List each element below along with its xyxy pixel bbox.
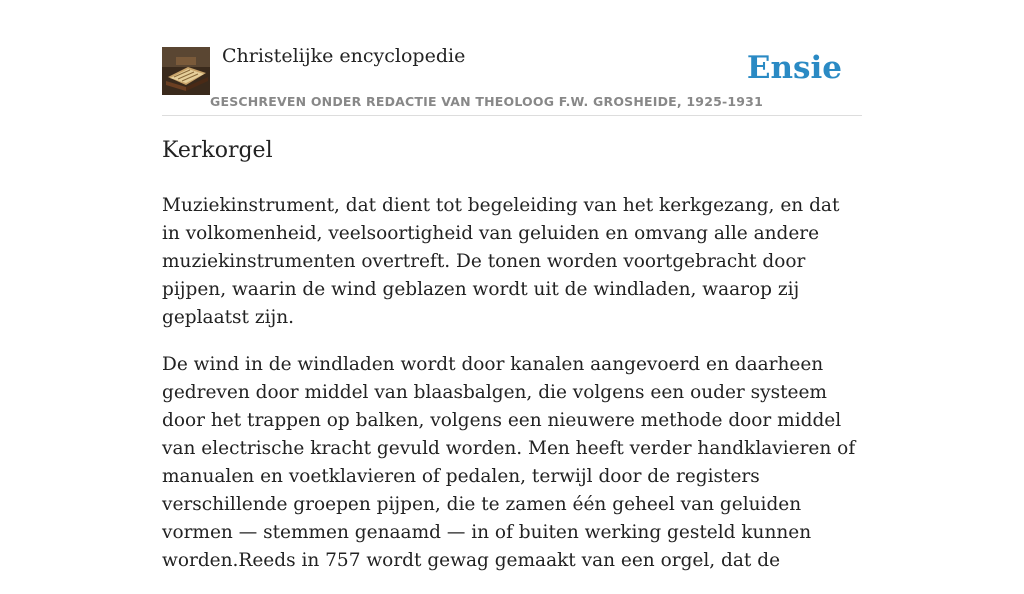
ensie-logo[interactable]: Ensie [746,50,842,86]
page [162,0,862,571]
article-paragraph: Muziekinstrument, dat dient tot begeleiding van het kerkgezang, en dat in volkomenheid, veelsoortigheid van geluiden en omvang alle andere muziekinstrumenten overtreft. De tonen worden voortgebracht door pijpen, waarin de wind geblazen wordt uit de windladen, waarop zij geplaatst zijn. [162,195,840,328]
article-paragraph: De wind in de windladen wordt door kanalen aangevoerd en daarheen gedreven door middel van blaasbalgen, die volgens een ouder systeem door het trappen op balken, volgens een nieuwere methode door middel van electrische kracht gevuld worden. Men heeft verder handklavieren of manualen en voetklavieren of pedalen, terwijl door de registers verschillende groepen pijpen, die te zamen één geheel van geluiden vormen — stemmen genaamd — in of buiten werking gesteld kunnen worden.Reeds in 757 wordt gewag gemaakt van een orgel, dat de [162,354,856,571]
article-title: Kerkorgel [162,138,273,163]
book-avatar-icon[interactable] [162,47,210,95]
article-body [162,192,862,594]
site-title[interactable]: Christelijke encyclopedie [222,45,466,67]
site-subtitle: GESCHREVEN ONDER REDACTIE VAN THEOLOOG F.W. GROSHEIDE, 1925-1931 [210,94,763,109]
site-header [162,0,862,116]
book-avatar-graphic [162,47,210,95]
